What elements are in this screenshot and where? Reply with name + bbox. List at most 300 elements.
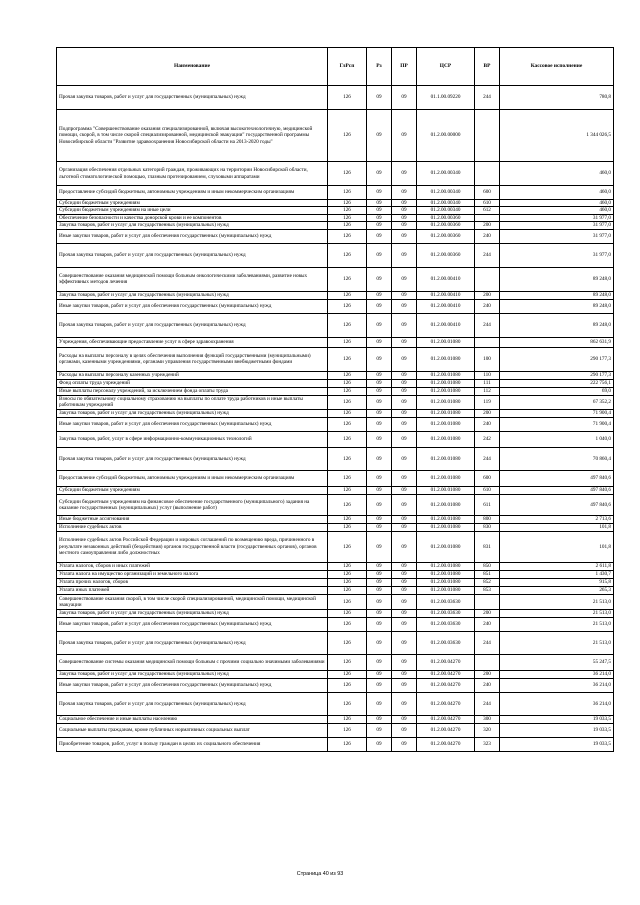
cell-rz: 09 <box>367 578 392 586</box>
cell-amount: 101,8 <box>500 523 614 531</box>
cell-vr: 300 <box>475 715 500 723</box>
cell-pr: 09 <box>392 395 417 409</box>
cell-csr: 01.2.00.01080 <box>417 570 475 578</box>
table-row <box>57 299 614 313</box>
cell-vr: 240 <box>475 299 500 313</box>
cell-vr <box>475 267 500 291</box>
cell-csr: 01.2.00.03630 <box>417 594 475 609</box>
cell-glrsp: 126 <box>328 578 367 586</box>
cell-name: Уплата налога на имущество организаций и земельного налога <box>57 570 328 578</box>
cell-amount: 31 977,0 <box>500 221 614 229</box>
cell-rz: 09 <box>367 229 392 243</box>
cell-amount: 290 177,3 <box>500 347 614 371</box>
cell-vr: 240 <box>475 617 500 631</box>
cell-rz: 09 <box>367 110 392 162</box>
cell-glrsp: 126 <box>328 523 367 531</box>
cell-pr: 09 <box>392 692 417 715</box>
cell-csr: 01.2.00.04270 <box>417 723 475 737</box>
cell-pr: 09 <box>392 207 417 214</box>
cell-pr: 09 <box>392 200 417 207</box>
header-csr: ЦСР <box>417 48 475 86</box>
cell-glrsp: 126 <box>328 200 367 207</box>
table-row <box>57 207 614 214</box>
table-row <box>57 523 614 531</box>
cell-vr: 850 <box>475 562 500 570</box>
table-row <box>57 609 614 617</box>
cell-glrsp: 126 <box>328 379 367 387</box>
table-row <box>57 387 614 395</box>
table-row <box>57 494 614 515</box>
cell-glrsp: 126 <box>328 347 367 371</box>
cell-pr: 09 <box>392 562 417 570</box>
cell-glrsp: 126 <box>328 186 367 200</box>
table-row <box>57 229 614 243</box>
cell-glrsp: 126 <box>328 609 367 617</box>
cell-name: Закупка товаров, работ и услуг для государственных (муниципальных) нужд <box>57 409 328 417</box>
cell-amount: 31 977,0 <box>500 243 614 267</box>
header-glrsp: ГлРсп <box>328 48 367 86</box>
cell-glrsp: 126 <box>328 586 367 594</box>
cell-csr: 01.1.00.09220 <box>417 86 475 110</box>
cell-csr: 01.2.00.00340 <box>417 207 475 214</box>
cell-amount: 497 840,6 <box>500 486 614 494</box>
cell-amount: 915,8 <box>500 578 614 586</box>
cell-amount: 460,0 <box>500 207 614 214</box>
cell-pr: 09 <box>392 409 417 417</box>
cell-pr: 09 <box>392 631 417 654</box>
cell-pr: 09 <box>392 447 417 470</box>
table-row <box>57 692 614 715</box>
cell-pr: 09 <box>392 594 417 609</box>
cell-vr: 244 <box>475 692 500 715</box>
cell-rz: 09 <box>367 715 392 723</box>
cell-pr: 09 <box>392 486 417 494</box>
cell-name: Прочая закупка товаров, работ и услуг для государственных (муниципальных) нужд <box>57 447 328 470</box>
cell-rz: 09 <box>367 723 392 737</box>
cell-vr: 200 <box>475 221 500 229</box>
cell-pr: 09 <box>392 110 417 162</box>
cell-amount: 1 344 026,5 <box>500 110 614 162</box>
cell-pr: 09 <box>392 515 417 523</box>
table-row <box>57 586 614 594</box>
cell-pr: 09 <box>392 291 417 299</box>
cell-rz: 09 <box>367 409 392 417</box>
cell-vr: 111 <box>475 379 500 387</box>
cell-name: Прочая закупка товаров, работ и услуг для государственных (муниципальных) нужд <box>57 692 328 715</box>
cell-csr: 01.2.00.04270 <box>417 737 475 751</box>
cell-vr: 242 <box>475 431 500 447</box>
cell-name: Исполнение судебных актов <box>57 523 328 531</box>
cell-glrsp: 126 <box>328 291 367 299</box>
cell-csr: 01.2.00.00000 <box>417 110 475 162</box>
cell-amount: 89 248,0 <box>500 291 614 299</box>
cell-csr: 01.2.00.04270 <box>417 715 475 723</box>
cell-pr: 09 <box>392 715 417 723</box>
cell-vr <box>475 594 500 609</box>
cell-rz: 09 <box>367 515 392 523</box>
cell-vr: 240 <box>475 229 500 243</box>
header-cash-execution: Кассовое исполнение <box>500 48 614 86</box>
cell-amount: 1 040,0 <box>500 431 614 447</box>
cell-vr: 200 <box>475 609 500 617</box>
cell-rz: 09 <box>367 86 392 110</box>
cell-name: Подпрограмма "Совершенствование оказания специализированной, включая высокотехнологичную, медицинской помощи, скорой, в том числе скорой специализированной, медицинской эвакуации" государственной программы Новосибирской области "Развитие здравоохранения Новосибирской области на 2013-2020 годы" <box>57 110 328 162</box>
cell-csr: 01.2.00.03630 <box>417 617 475 631</box>
cell-glrsp: 126 <box>328 631 367 654</box>
cell-csr: 01.2.00.00360 <box>417 221 475 229</box>
header-rz: Рз <box>367 48 392 86</box>
cell-glrsp: 126 <box>328 692 367 715</box>
cell-glrsp: 126 <box>328 86 367 110</box>
cell-rz: 09 <box>367 243 392 267</box>
cell-glrsp: 126 <box>328 299 367 313</box>
cell-amount: 2 713,6 <box>500 515 614 523</box>
table-row <box>57 86 614 110</box>
cell-glrsp: 126 <box>328 531 367 562</box>
cell-pr: 09 <box>392 617 417 631</box>
cell-rz: 09 <box>367 214 392 221</box>
table-row <box>57 337 614 347</box>
cell-pr: 09 <box>392 229 417 243</box>
cell-vr: 244 <box>475 243 500 267</box>
table-row <box>57 678 614 692</box>
cell-glrsp: 126 <box>328 409 367 417</box>
cell-pr: 09 <box>392 654 417 670</box>
table-row <box>57 371 614 379</box>
cell-name: Организация обеспечения отдельных категорий граждан, проживающих на территории Новосибирской области, льготной стоматологической помощью, глазным протезированием, слуховыми аппаратами <box>57 162 328 186</box>
cell-csr: 01.2.00.04270 <box>417 692 475 715</box>
cell-vr: 100 <box>475 347 500 371</box>
cell-csr: 01.2.00.04270 <box>417 670 475 678</box>
table-row <box>57 470 614 486</box>
cell-csr: 01.2.00.01080 <box>417 523 475 531</box>
cell-name: Прочая закупка товаров, работ и услуг для государственных (муниципальных) нужд <box>57 243 328 267</box>
table-row <box>57 594 614 609</box>
cell-name: Расходы на выплаты персоналу казенных учреждений <box>57 371 328 379</box>
cell-rz: 09 <box>367 586 392 594</box>
cell-rz: 09 <box>367 631 392 654</box>
cell-pr: 09 <box>392 523 417 531</box>
table-row <box>57 417 614 431</box>
cell-vr: 853 <box>475 586 500 594</box>
cell-vr: 200 <box>475 291 500 299</box>
cell-rz: 09 <box>367 267 392 291</box>
cell-name: Прочая закупка товаров, работ и услуг для государственных (муниципальных) нужд <box>57 631 328 654</box>
cell-glrsp: 126 <box>328 737 367 751</box>
cell-rz: 09 <box>367 609 392 617</box>
table-row <box>57 313 614 337</box>
cell-name: Субсидии бюджетным учреждениям <box>57 486 328 494</box>
cell-vr: 240 <box>475 417 500 431</box>
table-row <box>57 531 614 562</box>
cell-pr: 09 <box>392 678 417 692</box>
cell-csr: 01.2.00.01080 <box>417 379 475 387</box>
cell-amount: 290 177,3 <box>500 371 614 379</box>
cell-pr: 09 <box>392 723 417 737</box>
cell-vr: 244 <box>475 313 500 337</box>
cell-glrsp: 126 <box>328 670 367 678</box>
cell-vr: 200 <box>475 670 500 678</box>
cell-rz: 09 <box>367 486 392 494</box>
cell-amount: 222 756,1 <box>500 379 614 387</box>
table-row <box>57 617 614 631</box>
cell-vr: 600 <box>475 186 500 200</box>
cell-name: Совершенствование оказания медицинской помощи больным онкологическими заболеваниями, развитие новых эффективных методов лечения <box>57 267 328 291</box>
cell-vr: 830 <box>475 523 500 531</box>
cell-amount: 101,8 <box>500 531 614 562</box>
table-row <box>57 243 614 267</box>
cell-name: Учреждения, обеспечивающие предоставление услуг в сфере здравоохранения <box>57 337 328 347</box>
cell-name: Закупка товаров, работ и услуг для государственных (муниципальных) нужд <box>57 221 328 229</box>
cell-vr <box>475 654 500 670</box>
cell-amount: 21 513,0 <box>500 617 614 631</box>
cell-rz: 09 <box>367 447 392 470</box>
cell-rz: 09 <box>367 431 392 447</box>
table-row <box>57 162 614 186</box>
cell-amount: 21 513,0 <box>500 631 614 654</box>
cell-glrsp: 126 <box>328 417 367 431</box>
cell-glrsp: 126 <box>328 562 367 570</box>
cell-glrsp: 126 <box>328 617 367 631</box>
cell-csr: 01.2.00.01080 <box>417 417 475 431</box>
table-row <box>57 631 614 654</box>
table-row <box>57 267 614 291</box>
table-row <box>57 737 614 751</box>
table-row <box>57 291 614 299</box>
cell-name: Уплата иных платежей <box>57 586 328 594</box>
cell-name: Обеспечение безопасности и качества донорской крови и ее компонентов <box>57 214 328 221</box>
cell-name: Предоставление субсидий бюджетным, автономным учреждениям и иным некоммерческим организациям <box>57 186 328 200</box>
cell-pr: 09 <box>392 737 417 751</box>
cell-rz: 09 <box>367 562 392 570</box>
cell-csr: 01.2.00.00340 <box>417 186 475 200</box>
cell-csr: 01.2.00.01080 <box>417 409 475 417</box>
cell-rz: 09 <box>367 387 392 395</box>
cell-csr: 01.2.00.00340 <box>417 200 475 207</box>
cell-amount: 67 352,2 <box>500 395 614 409</box>
cell-vr: 611 <box>475 494 500 515</box>
cell-pr: 09 <box>392 570 417 578</box>
cell-pr: 09 <box>392 162 417 186</box>
cell-amount: 36 214,0 <box>500 692 614 715</box>
cell-rz: 09 <box>367 221 392 229</box>
cell-name: Предоставление субсидий бюджетным, автономным учреждениям и иным некоммерческим организациям <box>57 470 328 486</box>
cell-name: Закупка товаров, работ и услуг для государственных (муниципальных) нужд <box>57 291 328 299</box>
cell-pr: 09 <box>392 243 417 267</box>
cell-glrsp: 126 <box>328 570 367 578</box>
cell-rz: 09 <box>367 337 392 347</box>
cell-amount: 89 248,0 <box>500 267 614 291</box>
cell-rz: 09 <box>367 494 392 515</box>
cell-pr: 09 <box>392 221 417 229</box>
cell-rz: 09 <box>367 313 392 337</box>
cell-vr: 831 <box>475 531 500 562</box>
cell-pr: 09 <box>392 494 417 515</box>
cell-rz: 09 <box>367 570 392 578</box>
cell-vr: 240 <box>475 678 500 692</box>
cell-amount: 460,0 <box>500 200 614 207</box>
cell-amount: 70 860,4 <box>500 447 614 470</box>
cell-rz: 09 <box>367 692 392 715</box>
cell-pr: 09 <box>392 313 417 337</box>
page-number: Страница 40 из 93 <box>296 871 344 877</box>
cell-vr <box>475 337 500 347</box>
table-row <box>57 200 614 207</box>
cell-glrsp: 126 <box>328 515 367 523</box>
cell-name: Иные выплаты персоналу учреждений, за исключением фонда оплаты труда <box>57 387 328 395</box>
cell-glrsp: 126 <box>328 470 367 486</box>
cell-name: Прочая закупка товаров, работ и услуг для государственных (муниципальных) нужд <box>57 86 328 110</box>
cell-name: Иные закупки товаров, работ и услуг для обеспечения государственных (муниципальных) нужд <box>57 229 328 243</box>
cell-vr: 244 <box>475 447 500 470</box>
cell-pr: 09 <box>392 214 417 221</box>
cell-name: Социальные выплаты гражданам, кроме публичных нормативных социальных выплат <box>57 723 328 737</box>
cell-amount: 69,0 <box>500 387 614 395</box>
cell-glrsp: 126 <box>328 678 367 692</box>
cell-csr: 01.2.00.04270 <box>417 678 475 692</box>
cell-name: Субсидии бюджетным учреждениям <box>57 200 328 207</box>
cell-rz: 09 <box>367 670 392 678</box>
cell-amount: 36 214,0 <box>500 678 614 692</box>
cell-vr: 323 <box>475 737 500 751</box>
cell-amount: 19 033,5 <box>500 723 614 737</box>
cell-pr: 09 <box>392 299 417 313</box>
cell-amount: 31 977,0 <box>500 229 614 243</box>
cell-amount: 89 248,0 <box>500 313 614 337</box>
table-row <box>57 562 614 570</box>
cell-csr: 01.2.00.04270 <box>417 654 475 670</box>
cell-rz: 09 <box>367 523 392 531</box>
cell-name: Приобретение товаров, работ, услуг в пользу граждан в целях их социального обеспечения <box>57 737 328 751</box>
cell-pr: 09 <box>392 531 417 562</box>
cell-name: Социальное обеспечение и иные выплаты населению <box>57 715 328 723</box>
cell-name: Иные закупки товаров, работ и услуг для обеспечения государственных (муниципальных) нужд <box>57 678 328 692</box>
cell-amount: 19 033,5 <box>500 715 614 723</box>
cell-amount: 21 513,0 <box>500 594 614 609</box>
cell-amount: 1 430,7 <box>500 570 614 578</box>
cell-glrsp: 126 <box>328 243 367 267</box>
table-row <box>57 214 614 221</box>
cell-pr: 09 <box>392 267 417 291</box>
table-row <box>57 110 614 162</box>
cell-amount: 460,0 <box>500 186 614 200</box>
cell-amount: 2 611,8 <box>500 562 614 570</box>
table-row <box>57 379 614 387</box>
cell-csr: 01.2.00.00360 <box>417 229 475 243</box>
cell-csr: 01.2.00.01080 <box>417 578 475 586</box>
table-row <box>57 723 614 737</box>
cell-csr: 01.2.00.01080 <box>417 431 475 447</box>
cell-amount: 19 033,5 <box>500 737 614 751</box>
table-row <box>57 221 614 229</box>
cell-name: Фонд оплаты труда учреждений <box>57 379 328 387</box>
cell-glrsp: 126 <box>328 207 367 214</box>
table-row <box>57 447 614 470</box>
cell-amount: 31 977,0 <box>500 214 614 221</box>
cell-amount: 71 900,4 <box>500 409 614 417</box>
cell-glrsp: 126 <box>328 313 367 337</box>
table-header-row <box>57 48 614 86</box>
cell-vr <box>475 214 500 221</box>
cell-rz: 09 <box>367 186 392 200</box>
cell-pr: 09 <box>392 337 417 347</box>
cell-glrsp: 126 <box>328 723 367 737</box>
table-row <box>57 347 614 371</box>
cell-csr: 01.2.00.01080 <box>417 586 475 594</box>
cell-csr: 01.2.00.00410 <box>417 291 475 299</box>
cell-amount: 265,3 <box>500 586 614 594</box>
cell-pr: 09 <box>392 431 417 447</box>
table-row <box>57 654 614 670</box>
table-row <box>57 670 614 678</box>
cell-name: Расходы на выплаты персоналу в целях обеспечения выполнения функций государственными (муниципальными) органами, казенными учреждениями, органами управления государственными внебюджетными фондами <box>57 347 328 371</box>
cell-csr: 01.2.00.01080 <box>417 531 475 562</box>
table-row <box>57 515 614 523</box>
cell-name: Закупка товаров, работ и услуг для государственных (муниципальных) нужд <box>57 609 328 617</box>
cell-glrsp: 126 <box>328 486 367 494</box>
cell-amount: 780,8 <box>500 86 614 110</box>
cell-glrsp: 126 <box>328 229 367 243</box>
cell-rz: 09 <box>367 347 392 371</box>
cell-amount: 460,0 <box>500 162 614 186</box>
cell-rz: 09 <box>367 654 392 670</box>
cell-csr: 01.2.00.00410 <box>417 313 475 337</box>
cell-vr <box>475 110 500 162</box>
cell-csr: 01.2.00.01080 <box>417 347 475 371</box>
cell-csr: 01.2.00.00360 <box>417 243 475 267</box>
cell-glrsp: 126 <box>328 395 367 409</box>
cell-vr: 610 <box>475 200 500 207</box>
cell-pr: 09 <box>392 186 417 200</box>
cell-csr: 01.2.00.03630 <box>417 631 475 654</box>
header-pr: ПР <box>392 48 417 86</box>
cell-csr: 01.2.00.00410 <box>417 267 475 291</box>
cell-glrsp: 126 <box>328 431 367 447</box>
cell-name: Иные бюджетные ассигнования <box>57 515 328 523</box>
cell-vr: 800 <box>475 515 500 523</box>
cell-pr: 09 <box>392 670 417 678</box>
cell-name: Субсидии бюджетным учреждениям на финансовое обеспечение государственного (муниципального) задания на оказание государственных (муниципальных) услуг (выполнение работ) <box>57 494 328 515</box>
cell-vr: 244 <box>475 631 500 654</box>
cell-vr: 852 <box>475 578 500 586</box>
cell-rz: 09 <box>367 417 392 431</box>
cell-name: Уплата прочих налогов, сборов <box>57 578 328 586</box>
cell-csr: 01.2.00.00360 <box>417 214 475 221</box>
cell-csr: 01.2.00.01080 <box>417 371 475 379</box>
cell-csr: 01.2.00.01080 <box>417 562 475 570</box>
cell-amount: 36 214,0 <box>500 670 614 678</box>
cell-amount: 21 513,0 <box>500 609 614 617</box>
cell-rz: 09 <box>367 678 392 692</box>
cell-glrsp: 126 <box>328 494 367 515</box>
cell-glrsp: 126 <box>328 387 367 395</box>
cell-csr: 01.2.00.01080 <box>417 470 475 486</box>
cell-amount: 497 840,6 <box>500 494 614 515</box>
cell-amount: 497 840,6 <box>500 470 614 486</box>
cell-rz: 09 <box>367 207 392 214</box>
cell-pr: 09 <box>392 586 417 594</box>
table-body <box>57 86 614 752</box>
cell-vr: 320 <box>475 723 500 737</box>
cell-name: Закупка товаров, работ и услуг для государственных (муниципальных) нужд <box>57 670 328 678</box>
cell-amount: 71 900,4 <box>500 417 614 431</box>
cell-name: Закупка товаров, работ, услуг в сфере информационно-коммуникационных технологий <box>57 431 328 447</box>
cell-glrsp: 126 <box>328 337 367 347</box>
cell-rz: 09 <box>367 291 392 299</box>
table-row <box>57 186 614 200</box>
table-row <box>57 486 614 494</box>
cell-csr: 01.2.00.01080 <box>417 447 475 470</box>
